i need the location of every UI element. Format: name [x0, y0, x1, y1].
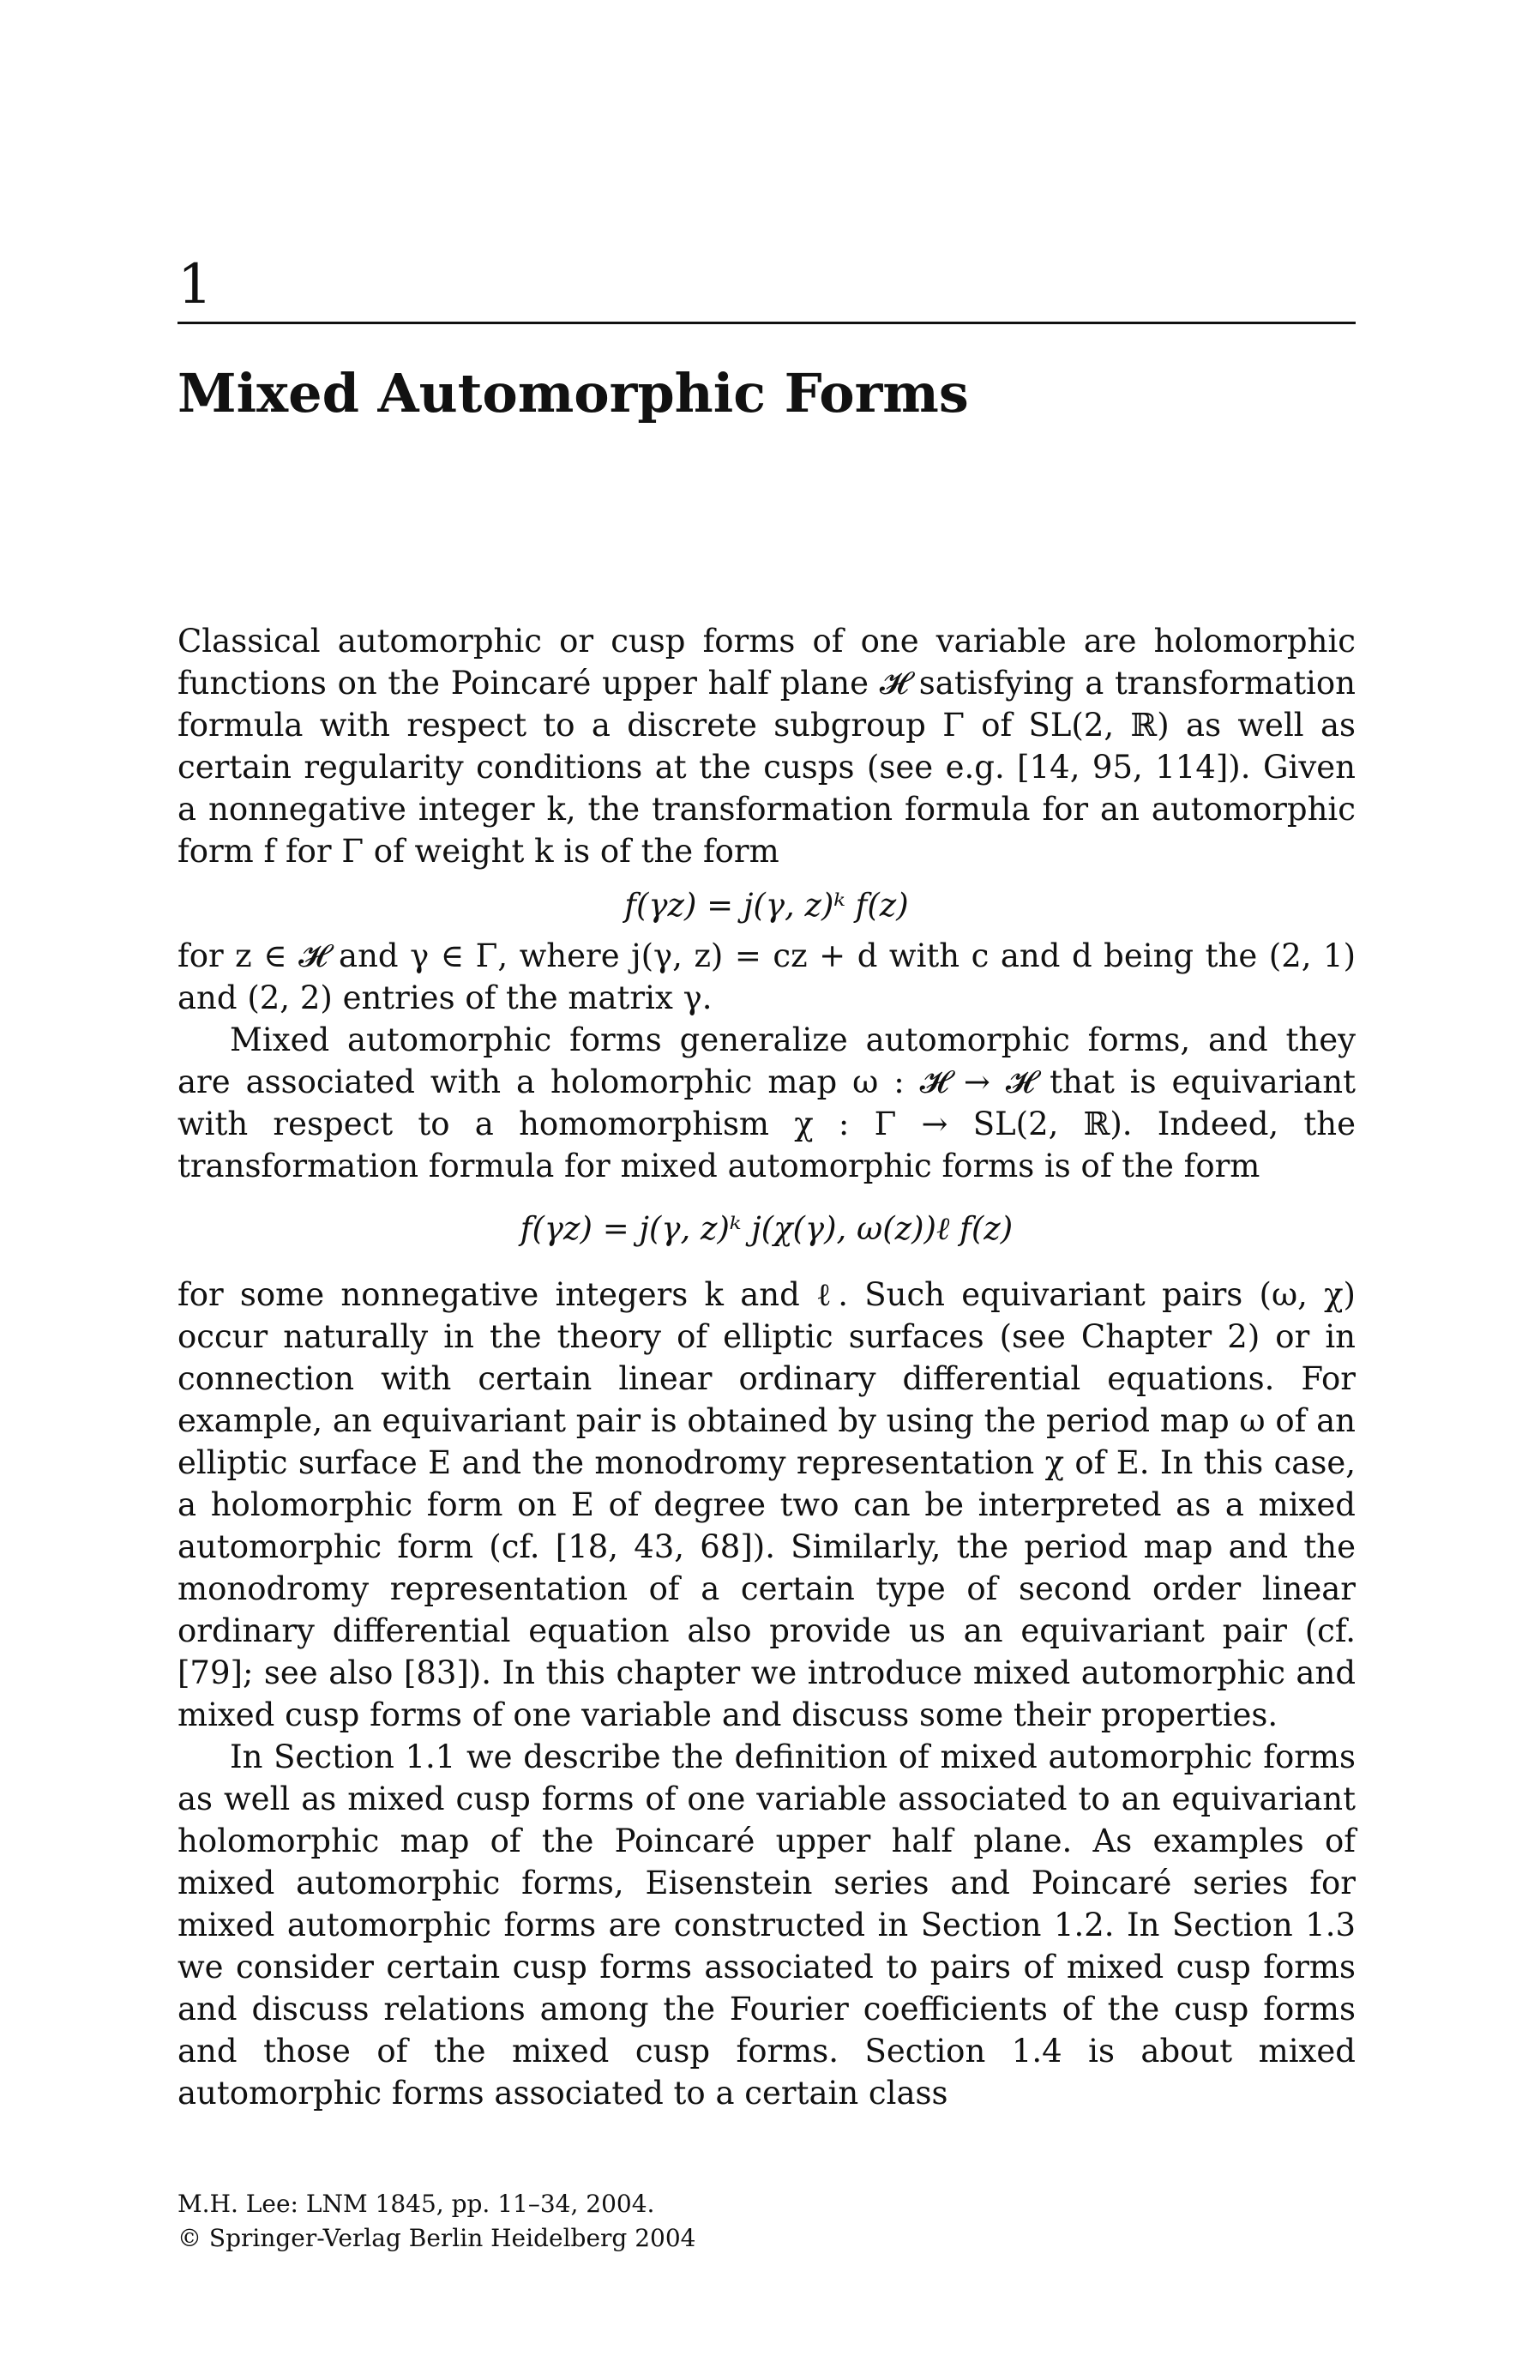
- footer-citation: M.H. Lee: LNM 1845, pp. 11–34, 2004.: [177, 2190, 655, 2218]
- equation-mixed-automorphic: f(γz) = j(γ, z)ᵏ j(χ(γ), ω(z))ℓ f(z): [520, 1210, 1014, 1247]
- footer: [177, 2187, 1356, 2256]
- paragraph-definitions: for z ∈ 𝓗 and γ ∈ Γ, where j(γ, z) = cz + d with c and d being the (2, 1) and (2, 2) entries of the matrix γ.: [177, 937, 1356, 1016]
- body-text: [177, 620, 1356, 2114]
- paragraph-mixed-forms: Mixed automorphic forms generalize automorphic forms, and they are associated with a holomorphic map ω : 𝓗 → 𝓗 that is equivariant with respect to a homomorphism χ : Γ → SL(2, ℝ). Indeed, the transformation formula for mixed automorphic forms is of the form: [177, 1021, 1356, 1184]
- paragraph-sections: In Section 1.1 we describe the definition of mixed automorphic forms as well as mixed cusp forms of one variable associated to an equivariant holomorphic map of the Poincaré upper half plane. As examples of mixed automorphic forms, Eisenstein series and Poincaré series for mixed automorphic forms are constructed in Section 1.2. In Section 1.3 we consider certain cusp forms associated to pairs of mixed cusp forms and discuss relations among the Fourier coefficients of the cusp forms and those of the mixed cusp forms. Section 1.4 is about mixed automorphic forms associated to a certain class: [177, 1738, 1356, 2112]
- chapter-number: 1: [177, 253, 213, 316]
- equation-automorphic: f(γz) = j(γ, z)ᵏ f(z): [624, 887, 909, 924]
- paragraph-intro: Classical automorphic or cusp forms of one variable are holomorphic functions on the Poincaré upper half plane 𝓗 satisfying a transformation formula with respect to a discrete subgroup Γ of SL(2, ℝ) as well as certain regularity conditions at the cusps (see e.g. [14, 95, 114]). Given a nonnegative integer k, the transformation formula for an automorphic form f for Γ of weight k is of the form: [177, 623, 1356, 870]
- page: [177, 0, 1356, 2380]
- chapter-rule: [177, 322, 1356, 324]
- paragraph-equivariant-pairs: for some nonnegative integers k and ℓ. Such equivariant pairs (ω, χ) occur naturally in the theory of elliptic surfaces (see Chapter 2) or in connection with certain linear ordinary differential equations. For example, an equivariant pair is obtained by using the period map ω of an elliptic surface E and the monodromy representation χ of E. In this case, a holomorphic form on E of degree two can be interpreted as a mixed automorphic form (cf. [18, 43, 68]). Similarly, the period map and the monodromy representation of a certain type of second order linear ordinary differential equation also provide us an equivariant pair (cf. [79]; see also [83]). In this chapter we introduce mixed automorphic and mixed cusp forms of one variable and discuss some their properties.: [177, 1276, 1356, 1733]
- footer-copyright: © Springer-Verlag Berlin Heidelberg 2004: [177, 2224, 696, 2252]
- chapter-title: Mixed Automorphic Forms: [177, 362, 969, 425]
